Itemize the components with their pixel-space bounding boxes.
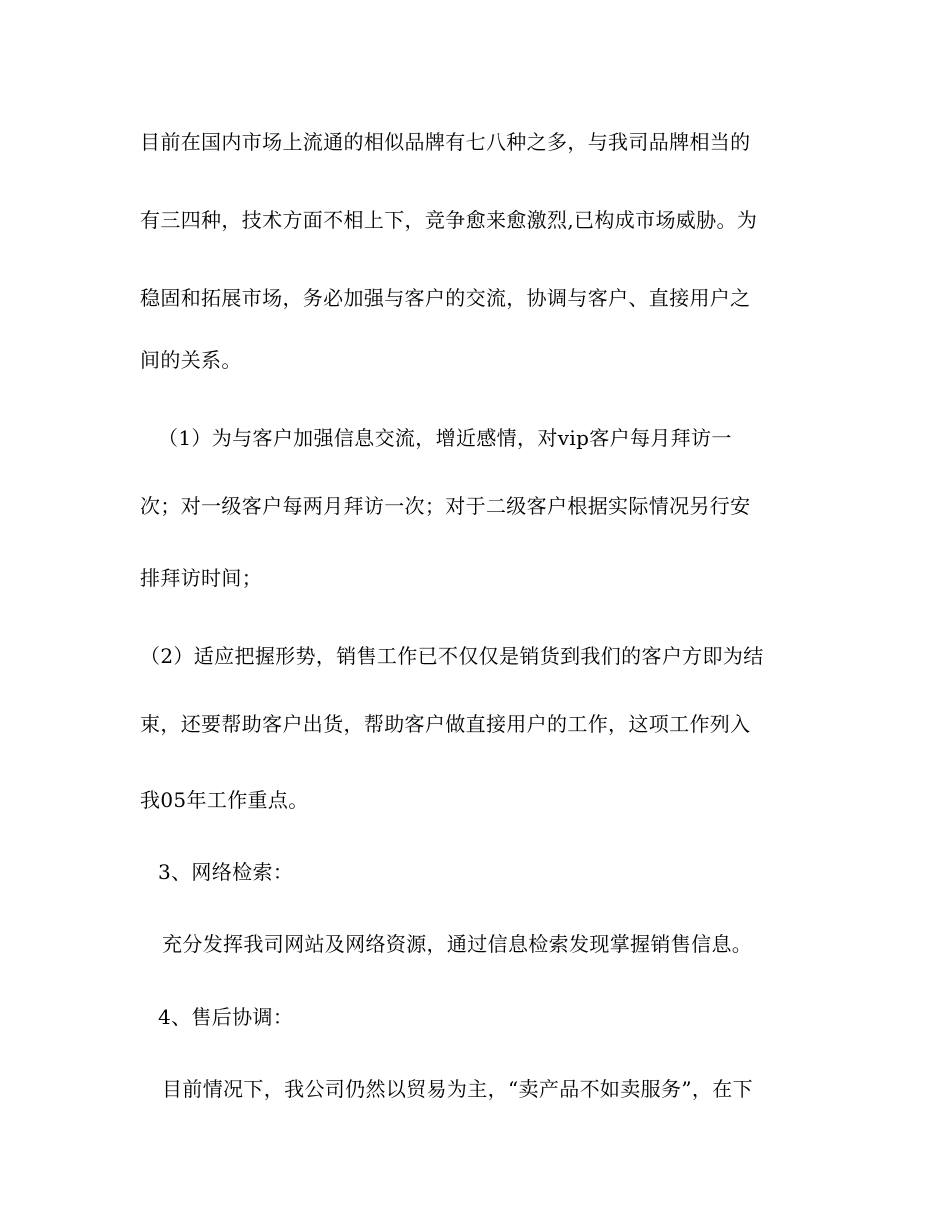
list-item-line: （2）适应把握形势，销售工作已不仅仅是销货到我们的客户方即为结 <box>140 644 764 668</box>
paragraph-line: 稳固和拓展市场，务必加强与客户的交流，协调与客户、直接用户之 <box>140 286 751 310</box>
section-heading: 4、售后协调： <box>158 1005 294 1029</box>
list-item-line: 次；对一级客户每两月拜访一次；对于二级客户根据实际情况另行安 <box>140 494 751 518</box>
list-item-line: 排拜访时间； <box>140 566 263 590</box>
list-item-line: 我05年工作重点。 <box>140 788 309 812</box>
paragraph-line: 充分发挥我司网站及网络资源，通过信息检索发现掌握销售信息。 <box>162 932 753 956</box>
paragraph-line: 间的关系。 <box>140 348 242 372</box>
list-item-line: 束，还要帮助客户出货，帮助客户做直接用户的工作，这项工作列入 <box>140 712 751 736</box>
list-item-line: （1）为与客户加强信息交流，增近感情，对vip客户每月拜访一 <box>158 426 732 450</box>
paragraph-line: 有三四种，技术方面不相上下，竞争愈来愈激烈,已构成市场威胁。为 <box>140 208 758 232</box>
paragraph-line: 目前在国内市场上流通的相似品牌有七八种之多，与我司品牌相当的 <box>140 130 751 154</box>
paragraph-line: 目前情况下，我公司仍然以贸易为主，“卖产品不如卖服务”，在下 <box>162 1077 753 1101</box>
section-heading: 3、网络检索： <box>158 860 294 884</box>
